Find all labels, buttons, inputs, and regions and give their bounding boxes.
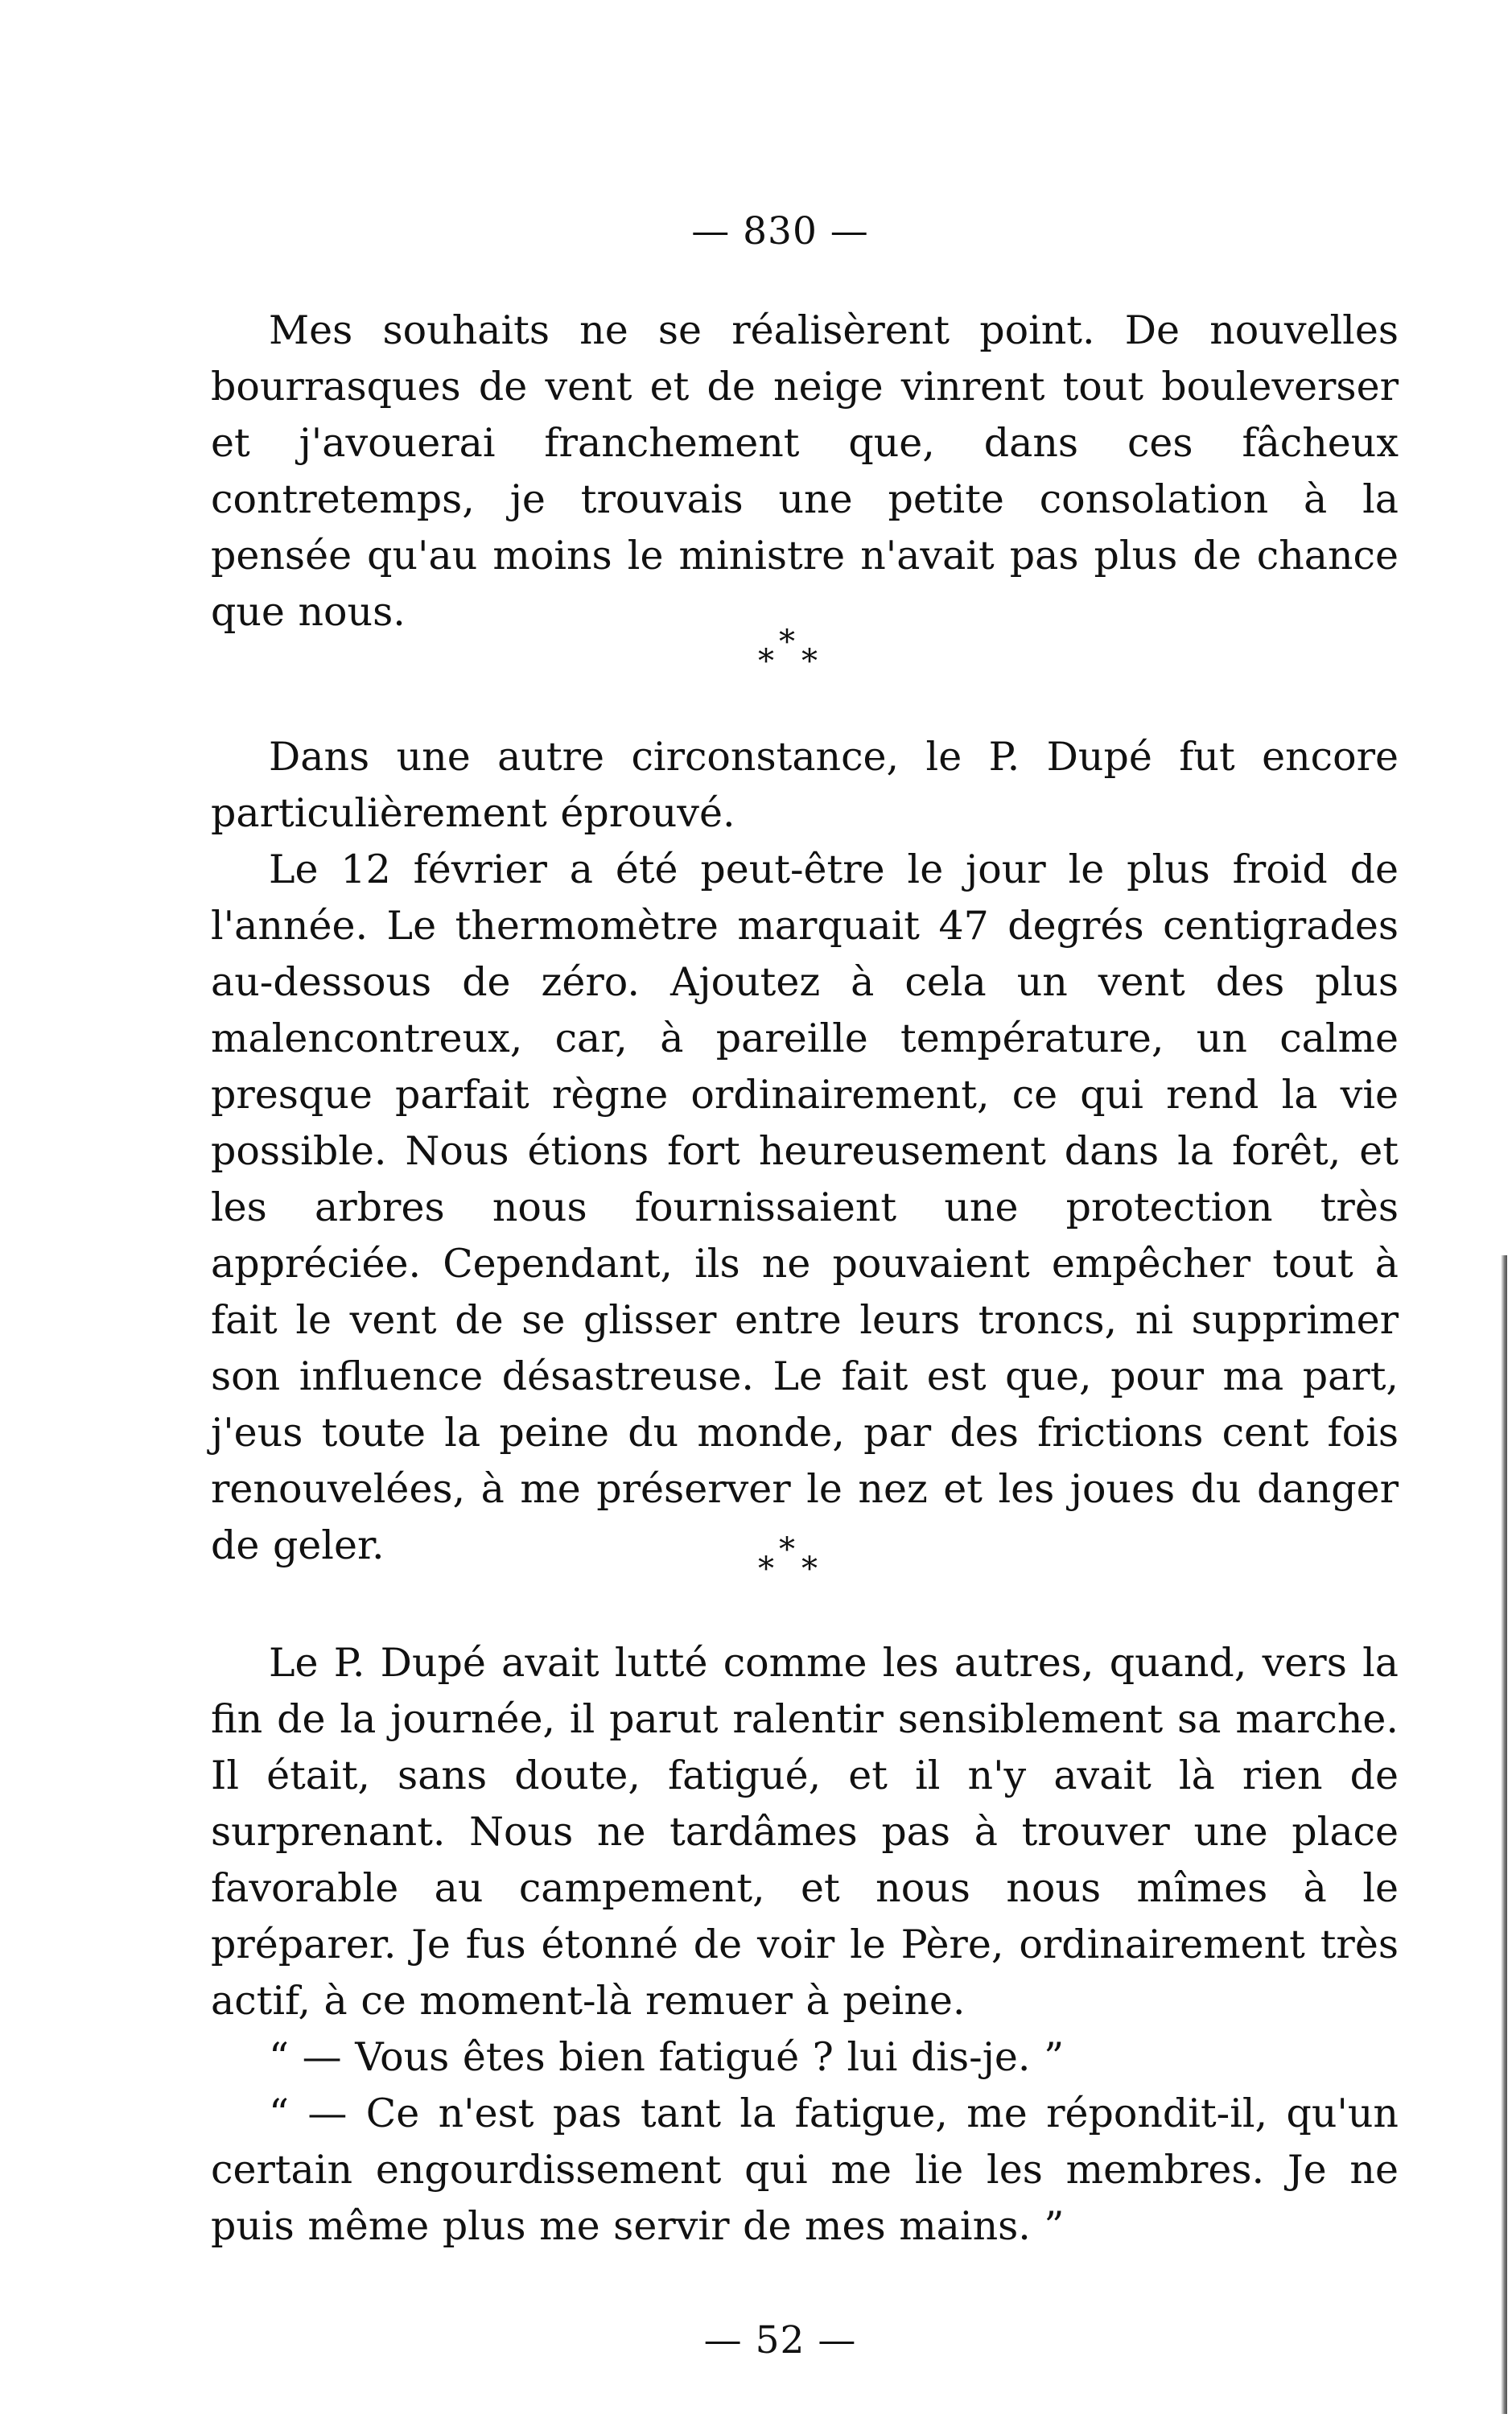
dialogue-answer: “ — Ce n'est pas tant la fatigue, me répondit-il, qu'un certain engourdissement qui me lie les membres. Je ne puis même plus me servir de mes mains. ”: [211, 2091, 1399, 2249]
paragraph-4: Le P. Dupé avait lutté comme les autres, quand, vers la fin de la journée, il parut ralentir sensiblement sa marche. Il était, sans doute, fatigué, et il n'y avait là rien de surprenant. Nous ne tardâmes pas à trouver une place favorable au campement, et nous nous mîmes à le préparer. Je fus étonné de voir le Père, ordinairement très actif, à ce moment-là remuer à peine.: [211, 1640, 1399, 2024]
asterism-star-top: *: [779, 1531, 795, 1568]
asterism-star-right: *: [801, 643, 818, 680]
paragraph-2: Dans une autre circonstance, le P. Dupé fut encore particulièrement éprouvé.: [211, 734, 1399, 836]
paragraph-3: Le 12 février a été peut-être le jour le plus froid de l'année. Le thermomètre marquait 47 degrés centigrades au-dessous de zéro. Ajoutez à cela un vent des plus malencontreux, car, à pareille température, un calme presque parfait règne ordinairement, ce qui rend la vie possible. Nous étions fort heureusement dans la forêt, et les arbres nous fournissaient une protection très appréciée. Cependant, ils ne pouvaient empêcher tout à fait le vent de se glisser entre leurs troncs, ni supprimer son influence désastreuse. Le fait est que, pour ma part, j'eus toute la peine du monde, par des frictions cent fois renouvelées, à me préserver le nez et les joues du danger de geler.: [211, 847, 1399, 1568]
page-binding-edge: [1501, 1255, 1507, 2414]
asterism-star-left: *: [758, 643, 774, 680]
paragraph-1: Mes souhaits ne se réalisèrent point. De nouvelles bourrasques de vent et de neige vinrent tout bouleverser et j'avouerai franchement que, dans ces fâcheux contretemps, je trouvais une petite consolation à la pensée qu'au moins le ministre n'avait pas plus de chance que nous.: [211, 307, 1399, 635]
asterism-separator-1: [748, 624, 829, 680]
header-page-number: — 830 —: [691, 209, 869, 253]
footer-page-number: — 52 —: [703, 2318, 857, 2362]
asterism-separator-2: [748, 1531, 829, 1588]
asterism-star-left: *: [758, 1551, 774, 1588]
asterism-star-top: *: [779, 624, 795, 661]
dialogue-question: “ — Vous êtes bien fatigué ? lui dis-je. ”: [269, 2034, 1065, 2080]
asterism-star-right: *: [801, 1551, 818, 1588]
